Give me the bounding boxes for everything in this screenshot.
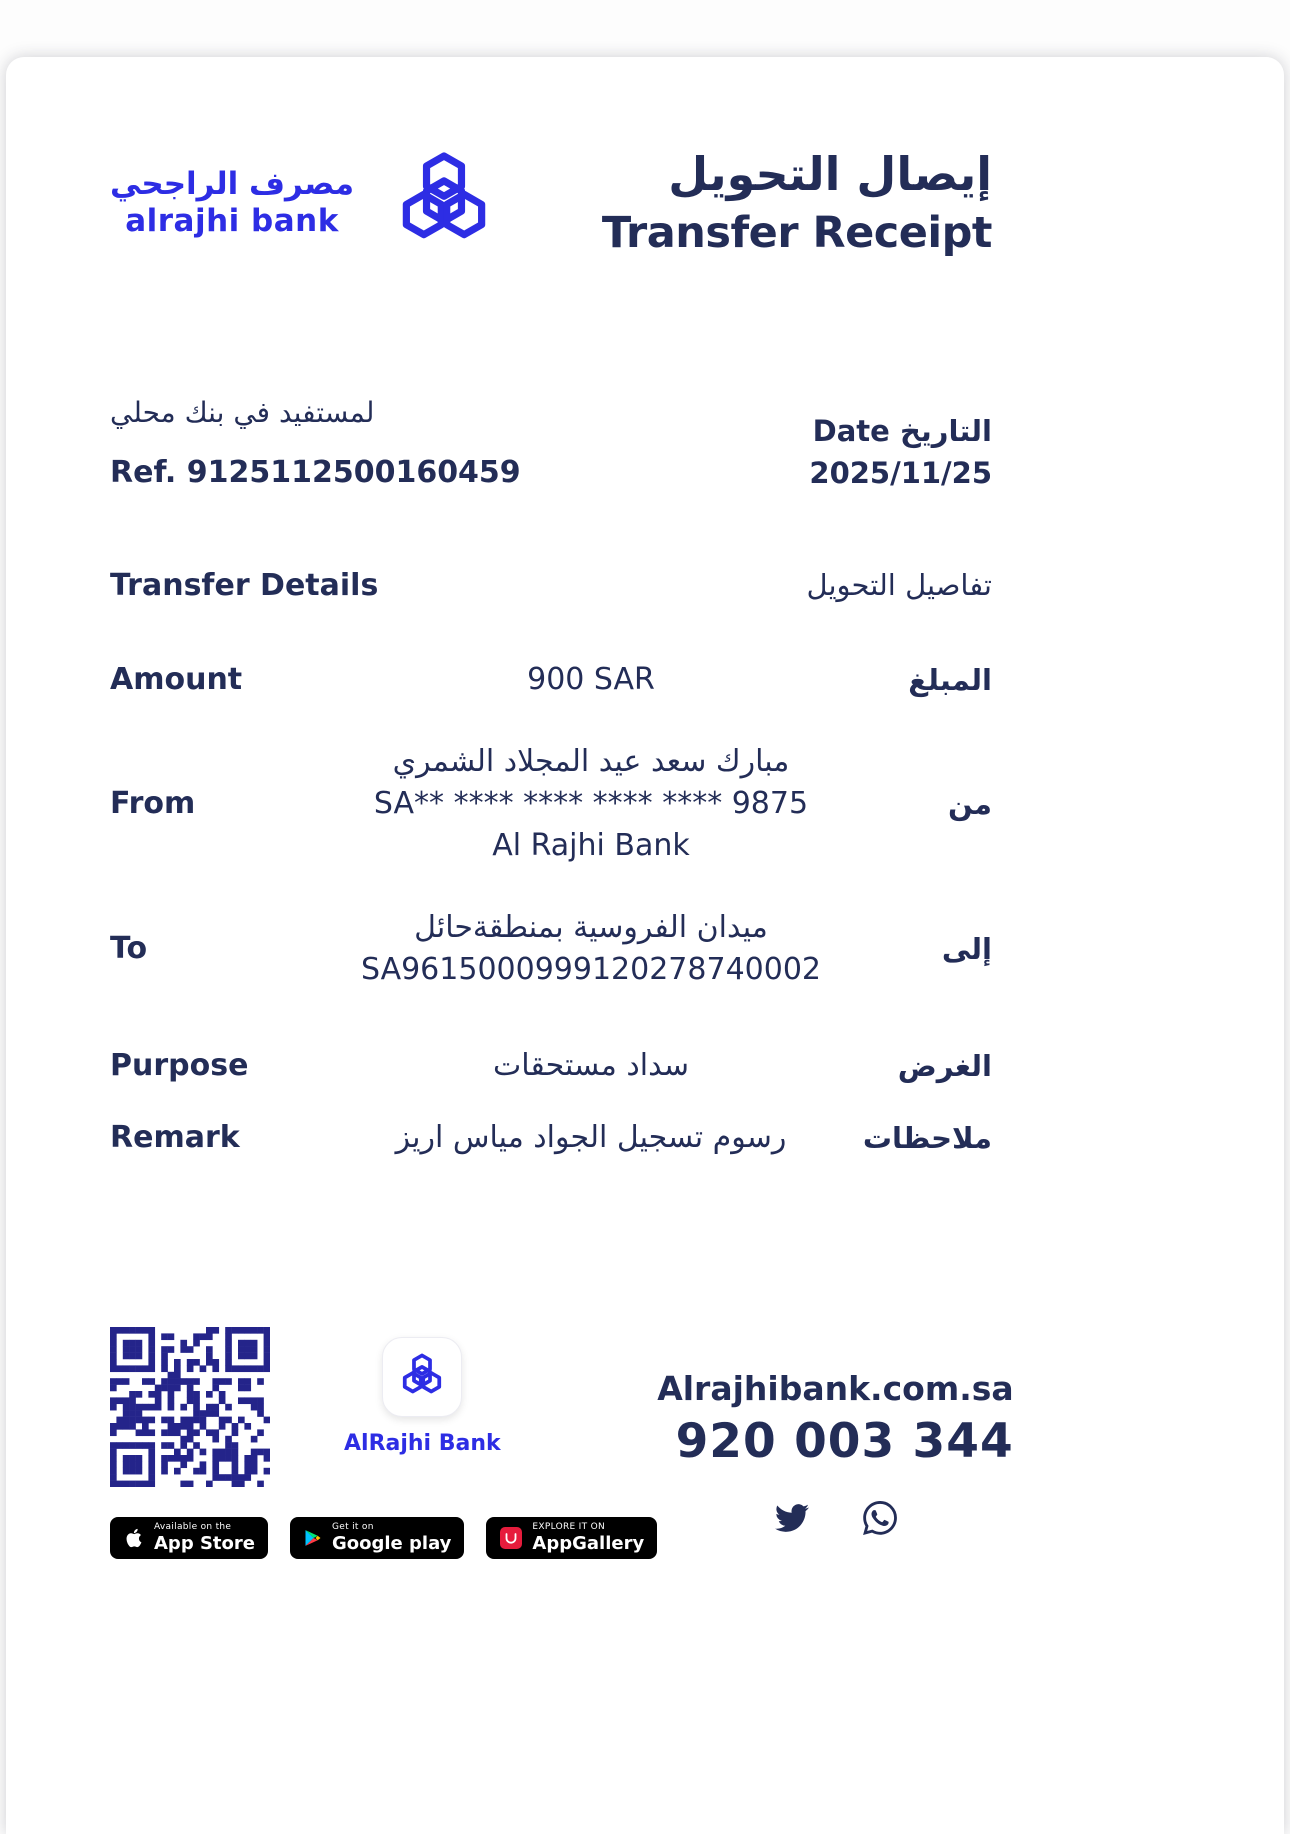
remark-label-en: Remark xyxy=(110,1120,240,1156)
alrajhi-app-icon xyxy=(382,1337,462,1417)
transfer-details-title-english: Transfer Details xyxy=(110,567,379,603)
amount-label-en: Amount xyxy=(110,662,243,698)
qr-code xyxy=(110,1327,270,1487)
purpose-label-ar: الغرض xyxy=(897,1048,992,1083)
social-icons xyxy=(657,1501,1013,1535)
store-badges xyxy=(110,1517,657,1559)
remark-value: رسوم تسجيل الجواد مياس اريز xyxy=(395,1119,787,1155)
alrajhi-hexagon-logo-icon xyxy=(396,149,492,257)
from-sender-name: مبارك سعد عيد المجلاد الشمري xyxy=(392,743,790,779)
header xyxy=(110,149,992,258)
footer-left xyxy=(110,1327,657,1559)
badge-caption: Get it on xyxy=(332,1521,374,1532)
footer xyxy=(110,1327,1014,1559)
badge-caption: Available on the xyxy=(154,1521,232,1532)
remark-label-ar: ملاحظات xyxy=(862,1120,992,1155)
website-url: Alrajhibank.com.sa xyxy=(657,1368,1014,1408)
to-beneficiary-name: ميدان الفروسية بمنطقةحائل xyxy=(414,909,768,945)
date-label xyxy=(809,414,992,448)
twitter-icon[interactable] xyxy=(773,1501,811,1535)
app-store-badge[interactable] xyxy=(110,1517,268,1559)
purpose-value: سداد مستحقات xyxy=(493,1047,689,1083)
badge-store-name: App Store xyxy=(154,1532,255,1554)
meta-section xyxy=(110,396,992,490)
badge-store-name: AppGallery xyxy=(532,1532,645,1554)
to-iban: SA9615000999120278740002 xyxy=(360,951,822,987)
detail-row-from xyxy=(110,741,992,867)
amount-value: 900 SAR xyxy=(527,661,655,697)
page-title-english: Transfer Receipt xyxy=(601,207,992,258)
meta-right xyxy=(809,414,992,490)
alrajhi-logo xyxy=(110,149,492,257)
google-play-badge[interactable] xyxy=(290,1517,464,1559)
google-play-icon xyxy=(303,1527,323,1549)
detail-row-remark xyxy=(110,1117,992,1159)
logo-english-text: alrajhi bank xyxy=(125,203,339,240)
receipt-card xyxy=(6,57,1284,1834)
apple-icon xyxy=(123,1527,145,1549)
transfer-details-title-arabic: تفاصيل التحويل xyxy=(806,568,992,603)
from-label-en: From xyxy=(110,786,196,822)
date-label-arabic: التاريخ xyxy=(899,413,992,448)
badge-store-name: Google play xyxy=(332,1532,452,1554)
meta-left xyxy=(110,396,521,490)
detail-row-purpose xyxy=(110,1045,992,1087)
purpose-label-en: Purpose xyxy=(110,1048,249,1084)
from-masked-iban: SA** **** **** **** **** 9875 xyxy=(373,785,809,821)
alrajhi-logo-text xyxy=(110,167,354,239)
app-block xyxy=(344,1337,501,1456)
to-label-en: To xyxy=(110,931,148,967)
footer-right xyxy=(657,1369,1013,1535)
app-gallery-badge[interactable] xyxy=(486,1517,657,1559)
logo-arabic-text: مصرف الراجحي xyxy=(110,166,355,203)
badge-caption: EXPLORE IT ON xyxy=(532,1521,606,1532)
date-value: 2025/11/25 xyxy=(809,455,992,490)
huawei-appgallery-icon xyxy=(499,1526,523,1550)
detail-row-amount xyxy=(110,659,992,701)
reference-number: Ref. 9125112500160459 xyxy=(110,454,521,490)
alrajhi-app-name: AlRajhi Bank xyxy=(344,1430,501,1456)
alrajhi-hexagon-logo-icon xyxy=(400,1352,444,1402)
phone-number: 920 003 344 xyxy=(675,1413,1014,1469)
whatsapp-icon[interactable] xyxy=(863,1501,897,1535)
amount-label-ar: المبلغ xyxy=(908,662,992,697)
date-label-english: Date xyxy=(812,413,890,448)
from-label-ar: من xyxy=(947,786,992,821)
from-bank-name: Al Rajhi Bank xyxy=(492,827,690,863)
beneficiary-type-note: لمستفيد في بنك محلي xyxy=(110,395,375,429)
page-title-arabic: إيصال التحويل xyxy=(668,147,992,201)
to-label-ar: إلى xyxy=(941,931,992,966)
page-title xyxy=(602,149,992,258)
detail-row-to xyxy=(110,907,992,991)
transfer-details-header xyxy=(110,568,992,603)
